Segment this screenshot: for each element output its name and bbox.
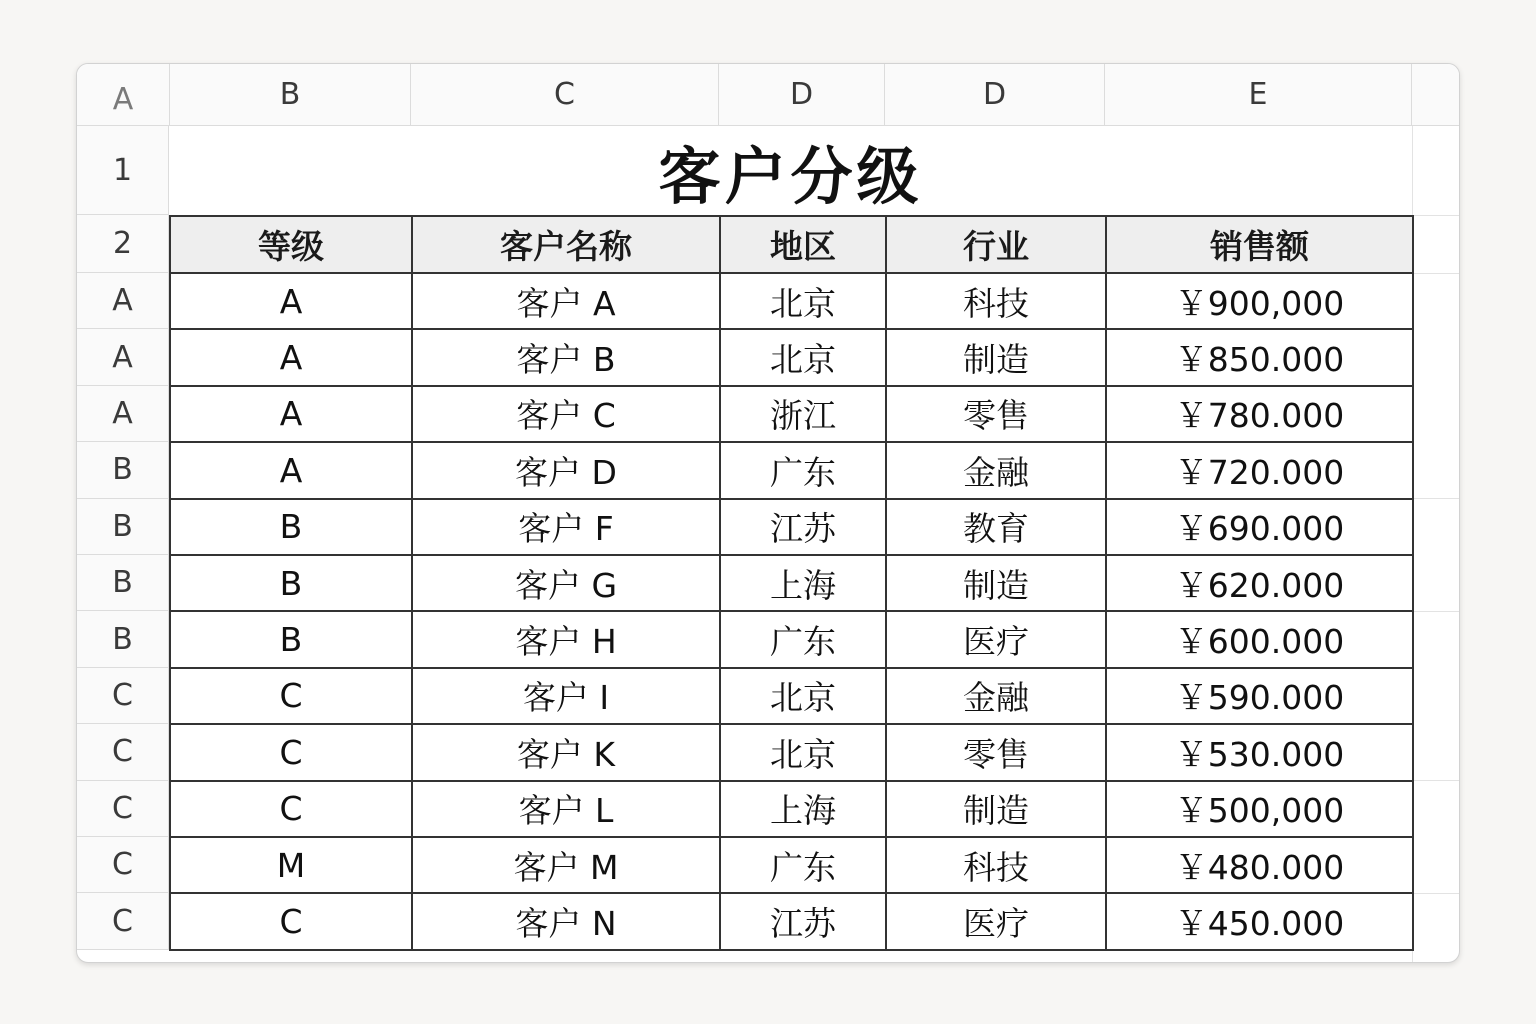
cell-customer[interactable]: 客户 I [412,668,720,724]
cell-industry[interactable]: 医疗 [886,893,1106,949]
cell-region[interactable]: 江苏 [720,893,886,949]
cell-industry[interactable]: 金融 [886,668,1106,724]
row-header[interactable]: B [77,611,169,667]
cell-region[interactable]: 北京 [720,273,886,329]
cell-grade[interactable]: C [170,893,412,949]
cell-sales[interactable]: ￥690.000 [1106,499,1413,555]
table-row [170,273,1413,329]
cell-industry[interactable]: 制造 [886,555,1106,611]
grid-line [1412,215,1460,216]
table-row [170,611,1413,667]
cell-grade[interactable]: B [170,611,412,667]
cell-region[interactable]: 北京 [720,724,886,780]
cell-grade[interactable]: A [170,273,412,329]
column-header-blank[interactable] [1412,64,1460,126]
cell-customer[interactable]: 客户 B [412,329,720,385]
cell-sales[interactable]: ￥900,000 [1106,273,1413,329]
cell-region[interactable]: 浙江 [720,386,886,442]
cell-customer[interactable]: 客户 N [412,893,720,949]
cell-grade[interactable]: A [170,329,412,385]
cell-sales[interactable]: ￥530.000 [1106,724,1413,780]
cell-industry[interactable]: 制造 [886,329,1106,385]
column-header-e[interactable]: E [1105,64,1412,126]
table-row [170,781,1413,837]
cell-industry[interactable]: 科技 [886,273,1106,329]
cell-sales[interactable]: ￥590.000 [1106,668,1413,724]
row-header[interactable]: B [77,555,169,611]
row-header[interactable]: B [77,442,169,498]
cell-grade[interactable]: A [170,442,412,498]
header-region[interactable]: 地区 [720,216,886,273]
grid-line [1412,893,1460,894]
table-row [170,893,1413,949]
cell-region[interactable]: 北京 [720,329,886,385]
cell-customer[interactable]: 客户 G [412,555,720,611]
row-header[interactable]: C [77,781,169,837]
cell-customer[interactable]: 客户 D [412,442,720,498]
row-header[interactable]: A [77,386,169,442]
cell-industry[interactable]: 医疗 [886,611,1106,667]
cell-industry[interactable]: 教育 [886,499,1106,555]
row-header[interactable]: 1 [77,126,169,215]
sheet-title[interactable]: 客户分级 [658,139,923,213]
cell-sales[interactable]: ￥450.000 [1106,893,1413,949]
cell-industry[interactable]: 零售 [886,386,1106,442]
table-row [170,555,1413,611]
cell-grade[interactable]: A [170,386,412,442]
cell-region[interactable]: 广东 [720,837,886,893]
grid-line [1412,611,1460,612]
cell-customer[interactable]: 客户 K [412,724,720,780]
table-row [170,386,1413,442]
row-header[interactable]: C [77,837,169,893]
header-sales[interactable]: 销售额 [1106,216,1413,273]
column-header-b[interactable]: B [170,64,411,126]
table-row [170,724,1413,780]
table-row [170,499,1413,555]
column-header-a[interactable]: A [77,64,170,126]
table-row [170,329,1413,385]
table-header-row [170,216,1413,273]
cell-region[interactable]: 上海 [720,555,886,611]
table-row [170,837,1413,893]
cell-region[interactable]: 广东 [720,442,886,498]
cell-industry[interactable]: 零售 [886,724,1106,780]
customer-table [169,215,1414,951]
cell-customer[interactable]: 客户 C [412,386,720,442]
cell-sales[interactable]: ￥620.000 [1106,555,1413,611]
cell-customer[interactable]: 客户 M [412,837,720,893]
cell-sales[interactable]: ￥850.000 [1106,329,1413,385]
cell-industry[interactable]: 科技 [886,837,1106,893]
header-industry[interactable]: 行业 [886,216,1106,273]
cell-sales[interactable]: ￥720.000 [1106,442,1413,498]
row-header[interactable]: C [77,668,169,724]
table-row [170,442,1413,498]
row-header[interactable]: C [77,724,169,780]
column-header-c[interactable]: C [411,64,719,126]
row-header[interactable]: B [77,499,169,555]
grid-line [1412,273,1460,274]
column-header-d2[interactable]: D [885,64,1105,126]
cell-sales[interactable]: ￥780.000 [1106,386,1413,442]
cell-industry[interactable]: 制造 [886,781,1106,837]
cell-grade[interactable]: C [170,668,412,724]
cell-industry[interactable]: 金融 [886,442,1106,498]
cell-customer[interactable]: 客户 L [412,781,720,837]
cell-customer[interactable]: 客户 H [412,611,720,667]
column-header-d[interactable]: D [719,64,885,126]
cell-grade[interactable]: B [170,555,412,611]
grid-line [1412,498,1460,499]
table-row [170,668,1413,724]
cell-region[interactable]: 上海 [720,781,886,837]
grid-line [1412,780,1460,781]
cell-sales[interactable]: ￥600.000 [1106,611,1413,667]
cell-customer[interactable]: 客户 A [412,273,720,329]
cell-grade[interactable]: C [170,724,412,780]
row-header[interactable]: A [77,273,169,329]
cell-grade[interactable]: C [170,781,412,837]
row-header[interactable]: 2 [77,215,169,273]
row-header[interactable]: C [77,893,169,949]
row-header[interactable]: A [77,329,169,385]
cell-grade[interactable]: M [170,837,412,893]
header-grade[interactable]: 等级 [170,216,412,273]
cell-region[interactable]: 广东 [720,611,886,667]
cell-sales[interactable]: ￥480.000 [1106,837,1413,893]
cell-customer[interactable]: 客户 F [412,499,720,555]
cell-grade[interactable]: B [170,499,412,555]
spreadsheet [76,63,1460,963]
header-customer-name[interactable]: 客户名称 [412,216,720,273]
cell-sales[interactable]: ￥500,000 [1106,781,1413,837]
cell-region[interactable]: 北京 [720,668,886,724]
cell-region[interactable]: 江苏 [720,499,886,555]
